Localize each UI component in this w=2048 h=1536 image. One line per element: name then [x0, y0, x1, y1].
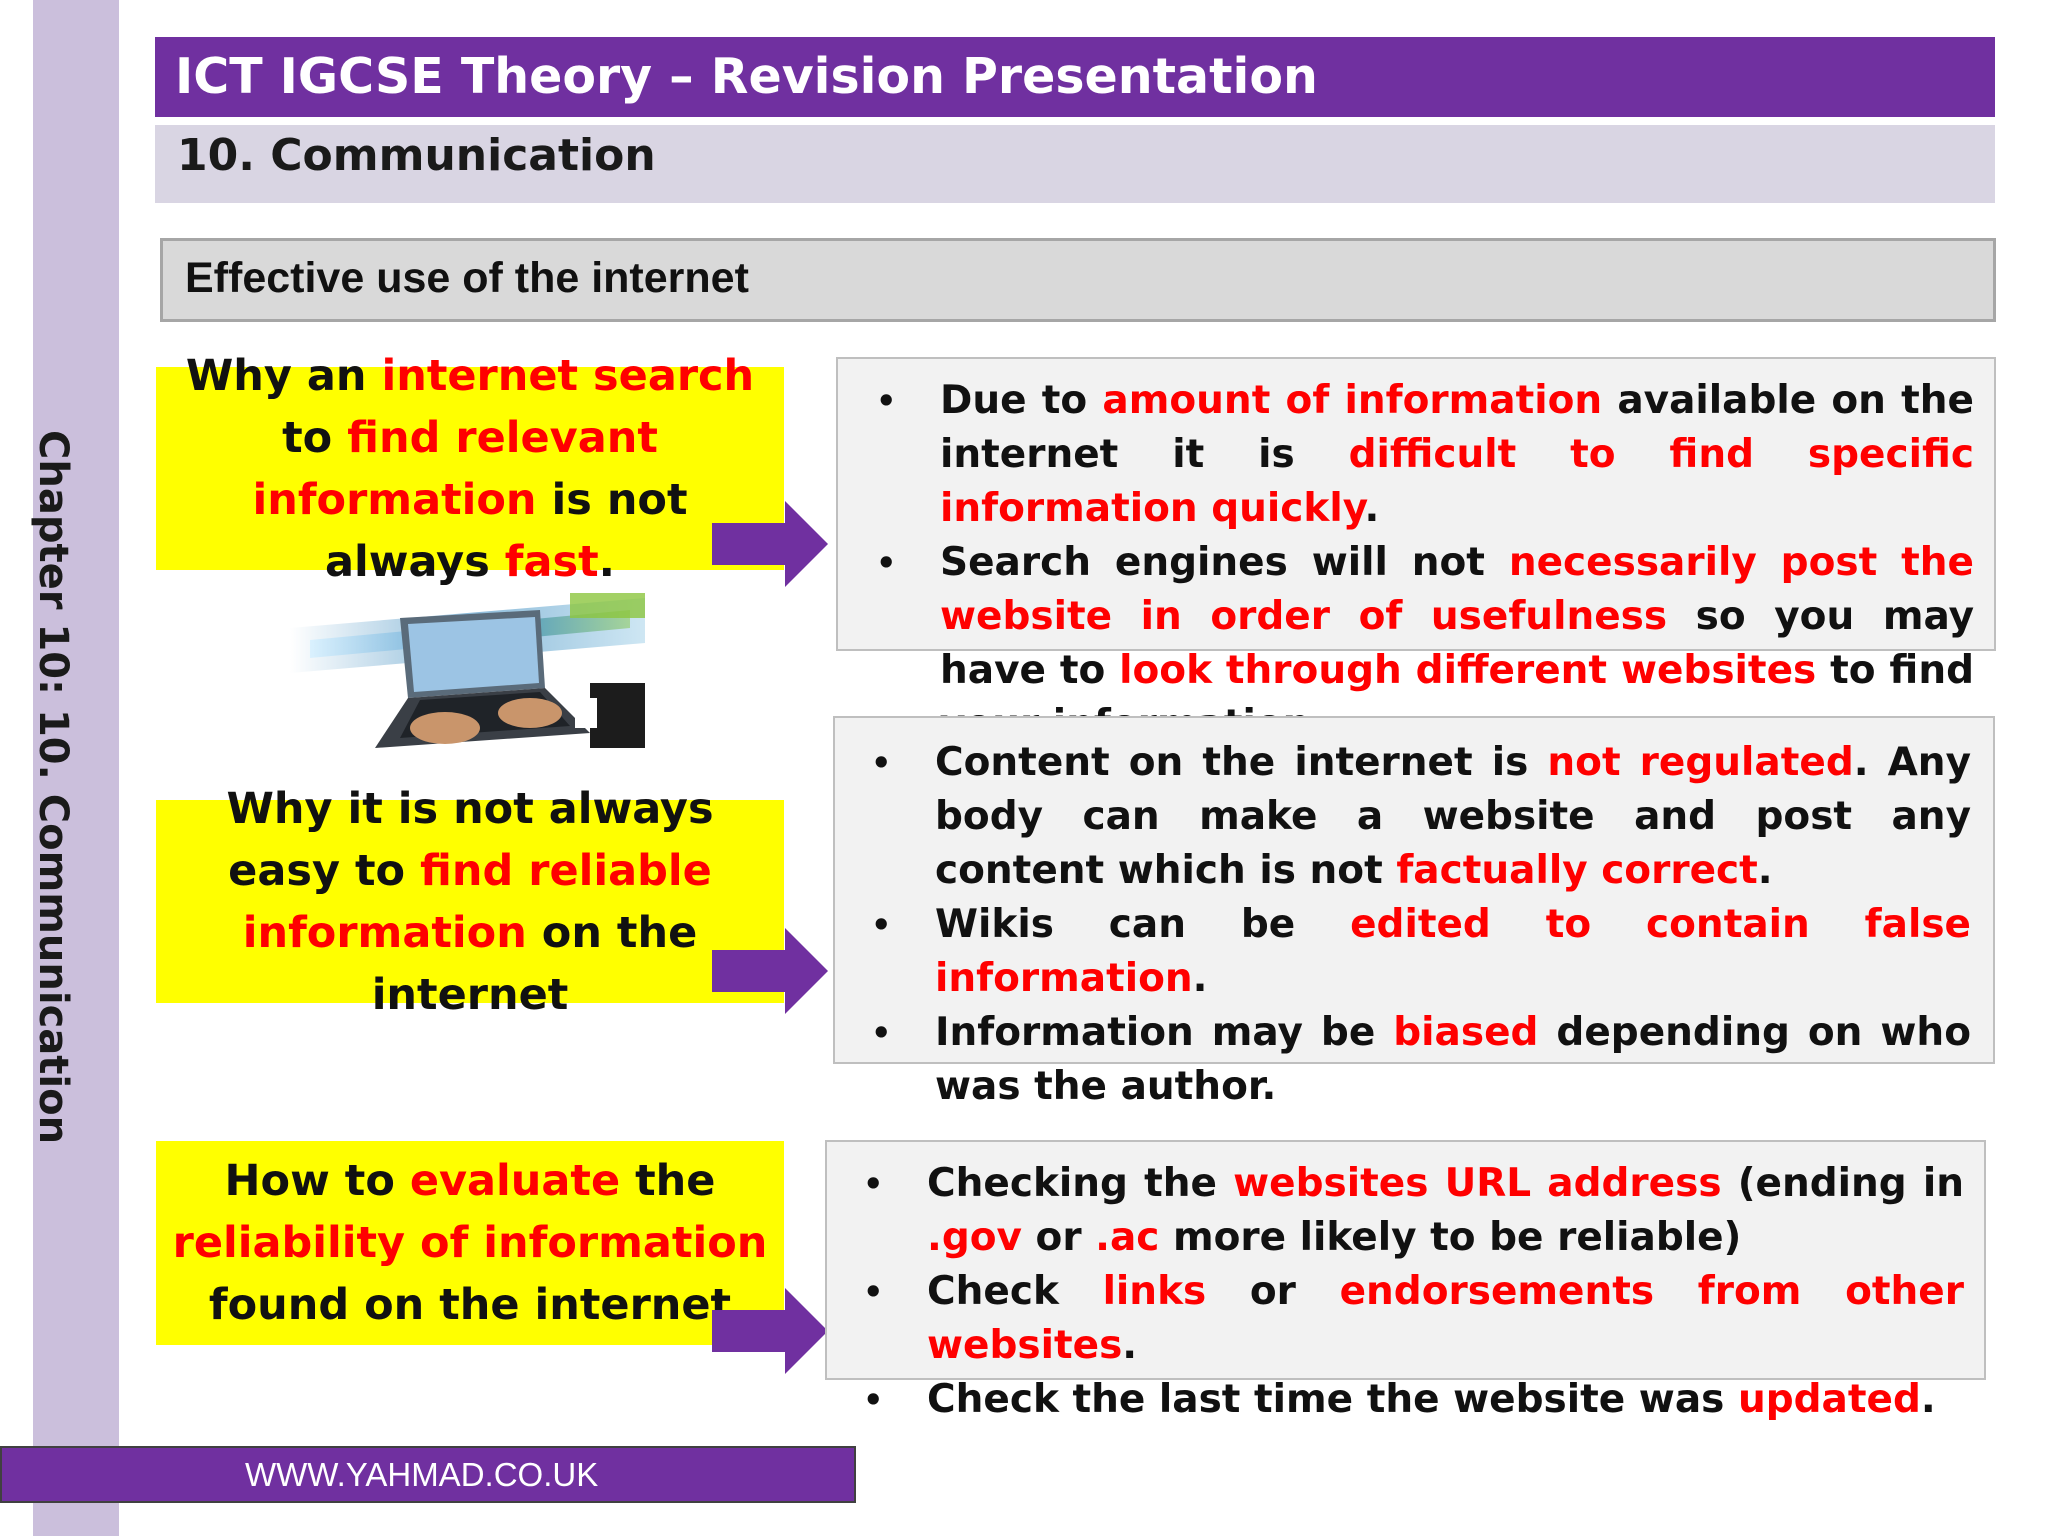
text-segment: . — [1122, 1323, 1138, 1368]
keyword: internet search — [381, 350, 755, 401]
keyword: look through different websites — [1119, 648, 1817, 693]
keyword: factually correct — [1396, 848, 1758, 893]
text-segment: . — [598, 536, 615, 587]
keyword: evaluate — [409, 1156, 621, 1206]
text-segment: available on the internet it is — [940, 378, 1975, 477]
bullet-item — [853, 898, 1971, 1006]
bullet-item — [845, 1265, 1964, 1373]
bullet-item — [853, 1006, 1971, 1114]
keyword: find reliable information — [242, 845, 712, 958]
laptop-typing-image — [290, 588, 645, 748]
text-segment: (ending in — [1721, 1161, 1964, 1206]
text-segment: Checking the — [927, 1161, 1234, 1206]
text-segment: on the internet — [371, 907, 698, 1020]
text-segment: Wikis can be — [935, 902, 1351, 947]
section-heading: Effective use of the internet — [160, 238, 1996, 322]
answer-box-evaluate — [825, 1140, 1986, 1422]
text-segment: Check — [927, 1269, 1103, 1314]
text-segment: more likely to be reliable) — [1159, 1215, 1742, 1260]
text-segment: is not always — [325, 474, 688, 587]
question-box-search-speed — [156, 350, 784, 587]
page-title: ICT IGCSE Theory – Revision Presentation — [155, 37, 1995, 117]
text-segment: Why an — [185, 350, 382, 401]
answer-box-search-speed — [836, 357, 1996, 693]
bullet-list — [858, 374, 1974, 752]
keyword: biased — [1393, 1010, 1539, 1055]
text-segment: . — [1920, 1377, 1936, 1422]
keyword: reliability of information — [172, 1218, 768, 1268]
keyword: not regulated — [1547, 740, 1854, 785]
keyword: difficult to find specific information quickly — [940, 432, 1974, 531]
text-segment: to find — [1830, 648, 1974, 693]
bullet-item — [853, 736, 1971, 898]
text-segment: . Any body can make a website and post any content which is not — [935, 740, 1971, 893]
chapter-label: Chapter 10: 10. Communication — [30, 430, 76, 1145]
keyword: .gov — [927, 1215, 1022, 1260]
keyword: find relevant information — [252, 412, 658, 525]
question-text — [172, 1150, 768, 1336]
text-segment: . — [1757, 848, 1773, 893]
text-segment: to — [282, 412, 348, 463]
keyword: edited to contain false information — [935, 902, 1971, 1001]
answer-box-reliable-info — [833, 716, 1995, 1109]
keyword: fast — [504, 536, 599, 587]
keyword: endorsements from other websites — [927, 1269, 1964, 1368]
bullet-list — [845, 1157, 1964, 1427]
text-segment: How to — [224, 1156, 410, 1206]
arrow-right-icon — [712, 501, 828, 587]
keyword: .ac — [1095, 1215, 1160, 1260]
question-text — [172, 345, 768, 593]
text-segment: the — [620, 1156, 716, 1206]
footer-website-link[interactable]: WWW.YAHMAD.CO.UK — [0, 1446, 856, 1503]
bullet-item — [858, 374, 1974, 536]
text-segment: Content on the internet is — [935, 740, 1548, 785]
keyword: necessarily post the website in order of usefulness — [940, 540, 1974, 639]
question-box-reliable-info — [156, 783, 784, 1020]
arrow-right-icon — [712, 1288, 828, 1374]
keyword: updated — [1737, 1377, 1921, 1422]
text-segment: Due to — [940, 378, 1103, 423]
keyword: websites URL address — [1233, 1161, 1722, 1206]
keyword: links — [1102, 1269, 1207, 1314]
text-segment: Check the last time the website was — [927, 1377, 1738, 1422]
page-subtitle: 10. Communication — [155, 125, 1995, 203]
arrow-right-icon — [712, 928, 828, 1014]
text-segment: depending on who was the author. — [935, 1010, 1971, 1109]
keyword: amount of information — [1102, 378, 1603, 423]
text-segment: so you may have to — [940, 594, 1974, 693]
bullet-item — [845, 1373, 1964, 1427]
question-text — [172, 778, 768, 1026]
text-segment: or — [1206, 1269, 1340, 1314]
text-segment: . — [1192, 956, 1208, 1001]
question-box-evaluate — [156, 1141, 784, 1345]
text-segment: . — [1364, 486, 1380, 531]
text-segment: or — [1021, 1215, 1096, 1260]
text-segment: Why it is not always easy to — [226, 783, 714, 896]
bullet-list — [853, 736, 1971, 1114]
text-segment: Search engines will not — [940, 540, 1509, 585]
text-segment: found on the internet — [208, 1280, 732, 1330]
text-segment: Information may be — [935, 1010, 1394, 1055]
bullet-item — [845, 1157, 1964, 1265]
